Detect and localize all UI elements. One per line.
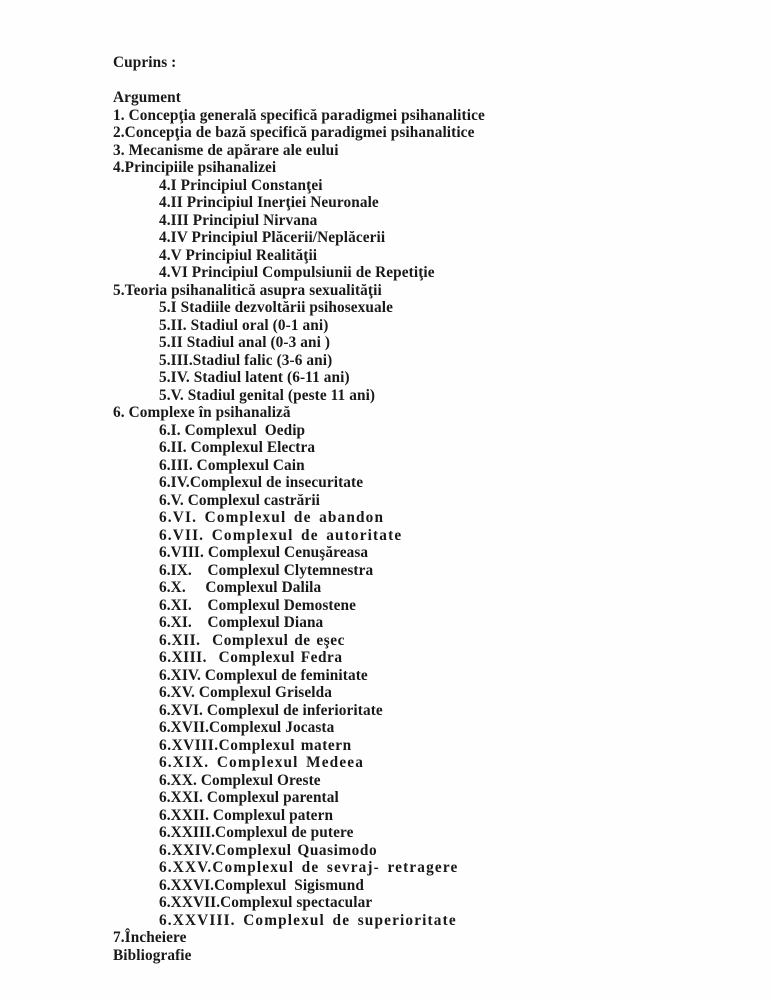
toc-line: 6.XII. Complexul de eşec (159, 631, 345, 649)
toc-line: 6.V. Complexul castrării (159, 491, 321, 509)
toc-line: 4.Principiile psihanalizei (113, 159, 277, 176)
toc-line: 6.XI. Complexul Diana (159, 614, 324, 631)
toc-line: 6.XXIII.Complexul de putere (159, 824, 354, 841)
toc-line: 4.III Principiul Nirvana (159, 211, 318, 229)
toc-line: 6.I. Complexul Oedip (159, 421, 306, 439)
toc-line: 6.VIII. Complexul Cenuşăreasa (159, 544, 369, 561)
toc-line: 6.XXV.Complexul de sevraj- retragere (159, 859, 459, 876)
toc-line: 4.II Principiul Inerţiei Neuronale (159, 194, 379, 211)
toc-line: 5.V. Stadiul genital (peste 11 ani) (159, 386, 376, 404)
toc-line: 6.III. Complexul Cain (159, 456, 305, 474)
toc-line: 6.XVI. Complexul de inferioritate (159, 701, 383, 719)
toc-line: 7.Încheiere (113, 929, 187, 946)
toc-line: 6.XXII. Complexul patern (159, 806, 334, 824)
toc-line: Bibliografie (113, 946, 192, 964)
toc-line: 4.IV Principiul Plăcerii/Neplăcerii (159, 229, 386, 246)
toc-line: 5.III.Stadiul falic (3-6 ani) (159, 351, 333, 369)
toc-line: 4.V Principiul Realităţii (159, 246, 318, 264)
toc-line: 6.XX. Complexul Oreste (159, 771, 321, 789)
toc-line: 4.I Principiul Constanţei (159, 176, 323, 194)
toc-line: 5.II. Stadiul oral (0-1 ani) (159, 316, 329, 334)
toc-line: 6.XVII.Complexul Jocasta (159, 719, 335, 736)
toc-line: 6.XXI. Complexul parental (159, 789, 339, 806)
toc-line: 4.VI Principiul Compulsiunii de Repetiţie (159, 264, 435, 281)
toc-line: 6.IV.Complexul de insecuritate (159, 474, 364, 491)
toc-line: 6.VI. Complexul de abandon (159, 509, 385, 526)
toc-line: 5.II Stadiul anal (0-3 ani ) (159, 334, 331, 351)
toc-line: 3. Mecanisme de apărare ale eului (113, 141, 339, 159)
toc-line: Argument (113, 89, 181, 106)
toc-line: 6.XV. Complexul Griselda (159, 684, 332, 701)
page-title: Cuprins : (113, 54, 177, 71)
toc-line: 5.Teoria psihanalitică asupra sexualităţii (113, 281, 382, 299)
toc-line: 6.XXVI.Complexul Sigismund (159, 876, 365, 894)
toc-line: 6. Complexe în psihanaliză (113, 404, 291, 421)
toc-line: 5.I Stadiile dezvoltării psihosexuale (159, 299, 394, 316)
toc-line: 1. Concepţia generală specifică paradigmei psihanalitice (113, 106, 485, 124)
toc-line: 2.Concepţia de bază specifică paradigmei psihanalitice (113, 124, 475, 141)
toc-line: 6.X. Complexul Dalila (159, 579, 322, 596)
toc-lines (113, 89, 772, 964)
toc-line: 6.XIII. Complexul Fedra (159, 649, 343, 666)
toc-line: 5.IV. Stadiul latent (6-11 ani) (159, 369, 350, 386)
title-gap (113, 72, 772, 90)
toc-line: 6.XVIII.Complexul matern (159, 736, 352, 754)
toc-line: 6.XXIV.Complexul Quasimodo (159, 841, 378, 859)
toc-line: 6.XIX. Complexul Medeea (159, 754, 364, 771)
toc-line: 6.IX. Complexul Clytemnestra (159, 561, 374, 579)
toc-line: 6.II. Complexul Electra (159, 439, 316, 456)
toc-line: 6.XIV. Complexul de feminitate (159, 666, 368, 684)
toc-line: 6.VII. Complexul de autoritate (159, 526, 403, 544)
toc-line: 6.XXVIII. Complexul de superioritate (159, 911, 457, 929)
toc-line: 6.XI. Complexul Demostene (159, 596, 356, 614)
toc-line: 6.XXVII.Complexul spectacular (159, 894, 373, 911)
